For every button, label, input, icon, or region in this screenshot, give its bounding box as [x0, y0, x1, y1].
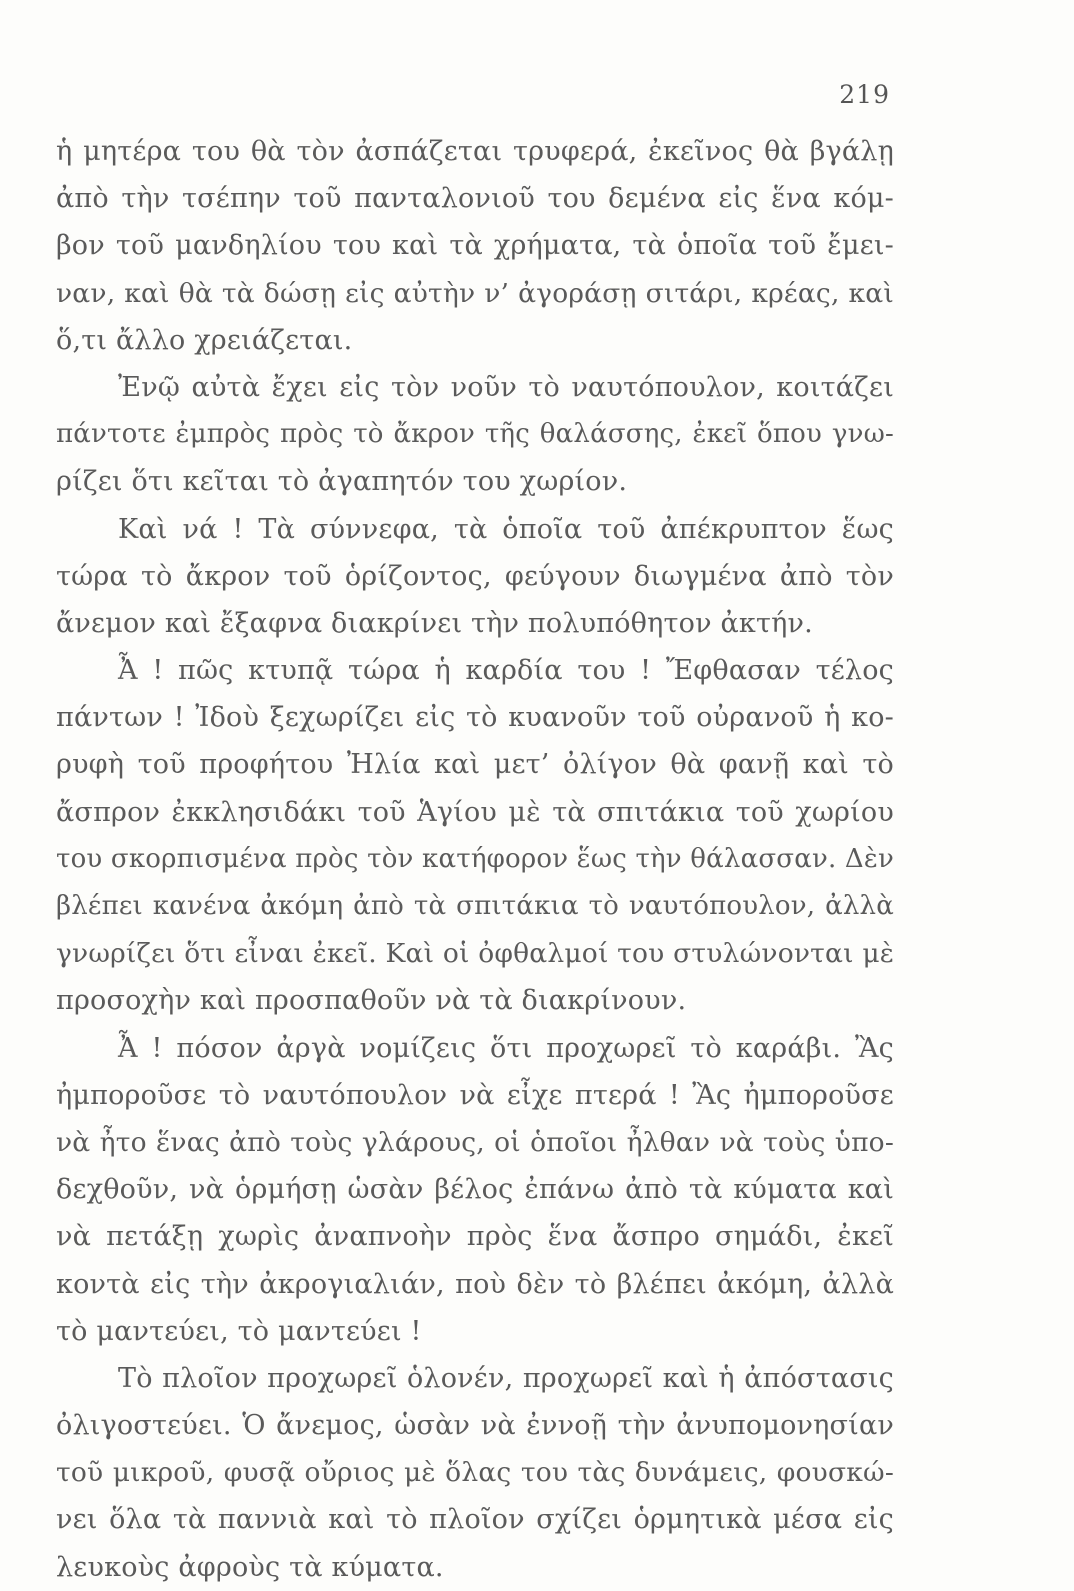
text-line: τοῦ μικροῦ, φυσᾷ οὔριος μὲ ὅλας του τὰς δυνάμεις, φουσκώ-: [56, 1457, 894, 1489]
text-line: Τὸ πλοῖον προχωρεῖ ὁλονέν, προχωρεῖ καὶ ἡ ἀπόστασις: [118, 1362, 894, 1394]
text-line: ναν, καὶ θὰ τὰ δώσῃ εἰς αὐτὴν ν’ ἀγοράσῃ σιτάρι, κρέας, καὶ: [56, 277, 894, 309]
text-line: ἄσπρον ἐκκλησιδάκι τοῦ Ἁγίου μὲ τὰ σπιτάκια τοῦ χωρίου: [56, 796, 894, 828]
text-line: τώρα τὸ ἄκρον τοῦ ὁρίζοντος, φεύγουν διωγμένα ἀπὸ τὸν: [56, 560, 894, 592]
text-line: Καὶ νά ! Τὰ σύννεφα, τὰ ὁποῖα τοῦ ἀπέκρυπτον ἕως: [118, 513, 894, 545]
text-line: προσοχὴν καὶ προσπαθοῦν νὰ τὰ διακρίνουν.: [56, 985, 687, 1017]
text-line: νει ὅλα τὰ παννιὰ καὶ τὸ πλοῖον σχίζει ὁρμητικὰ μέσα εἰς: [56, 1504, 894, 1536]
page-number: 219: [839, 80, 890, 109]
text-line: ὀλιγοστεύει. Ὁ ἄνεμος, ὡσὰν νὰ ἐννοῇ τὴν ἀνυπομονησίαν: [56, 1410, 894, 1442]
text-line: νὰ πετάξῃ χωρὶς ἀναπνοὴν πρὸς ἕνα ἄσπρο σημάδι, ἐκεῖ: [56, 1221, 894, 1253]
text-line: Ἐνῷ αὐτὰ ἔχει εἰς τὸν νοῦν τὸ ναυτόπουλον, κοιτάζει: [118, 371, 894, 403]
text-line: ὅ,τι ἄλλο χρειάζεται.: [56, 324, 353, 356]
text-line: ρίζει ὅτι κεῖται τὸ ἀγαπητόν του χωρίον.: [56, 466, 628, 498]
text-line: Ἆ ! πῶς κτυπᾷ τώρα ἡ καρδία του ! Ἔφθασαν τέλος: [118, 655, 894, 687]
text-line: γνωρίζει ὅτι εἶναι ἐκεῖ. Καὶ οἱ ὀφθαλμοί του στυλώνονται μὲ: [56, 938, 895, 970]
text-line: ἀπὸ τὴν τσέπην τοῦ πανταλονιοῦ του δεμένα εἰς ἕνα κόμ-: [56, 183, 894, 215]
text-line: νὰ ἦτο ἕνας ἀπὸ τοὺς γλάρους, οἱ ὁποῖοι ἦλθαν νὰ τοὺς ὑπο-: [56, 1126, 894, 1158]
text-line: ρυφὴ τοῦ προφήτου Ἠλία καὶ μετ’ ὀλίγον θὰ φανῇ καὶ τὸ: [56, 749, 894, 781]
text-line: τὸ μαντεύει, τὸ μαντεύει !: [56, 1315, 422, 1347]
body-text: [56, 128, 894, 1591]
text-line: δεχθοῦν, νὰ ὁρμήσῃ ὡσὰν βέλος ἐπάνω ἀπὸ τὰ κύματα καὶ: [56, 1174, 894, 1206]
text-line: πάντων ! Ἰδοὺ ξεχωρίζει εἰς τὸ κυανοῦν τοῦ οὐρανοῦ ἡ κο-: [56, 702, 894, 734]
text-line: βον τοῦ μανδηλίου του καὶ τὰ χρήματα, τὰ ὁποῖα τοῦ ἔμει-: [56, 230, 894, 262]
text-line: ἄνεμον καὶ ἔξαφνα διακρίνει τὴν πολυπόθητον ἀκτήν.: [56, 607, 813, 639]
text-line: κοντὰ εἰς τὴν ἀκρογιαλιάν, ποὺ δὲν τὸ βλέπει ἀκόμη, ἀλλὰ: [56, 1268, 894, 1300]
text-line: βλέπει κανένα ἀκόμη ἀπὸ τὰ σπιτάκια τὸ ναυτόπουλον, ἀλλὰ: [56, 891, 894, 921]
text-line: πάντοτε ἐμπρὸς πρὸς τὸ ἄκρον τῆς θαλάσσης, ἐκεῖ ὅπου γνω-: [56, 419, 894, 450]
text-line: ἠμποροῦσε τὸ ναυτόπουλον νὰ εἶχε πτερά ! Ἂς ἠμποροῦσε: [56, 1079, 894, 1111]
text-line: Ἆ ! πόσον ἀργὰ νομίζεις ὅτι προχωρεῖ τὸ καράβι. Ἂς: [118, 1032, 894, 1064]
text-line: λευκοὺς ἀφροὺς τὰ κύματα.: [56, 1551, 444, 1583]
text-line: ἡ μητέρα του θὰ τὸν ἀσπάζεται τρυφερά, ἐκεῖνος θὰ βγάλῃ: [56, 136, 894, 167]
text-line: του σκορπισμένα πρὸς τὸν κατήφορον ἕως τὴν θάλασσαν. Δὲν: [56, 843, 895, 874]
